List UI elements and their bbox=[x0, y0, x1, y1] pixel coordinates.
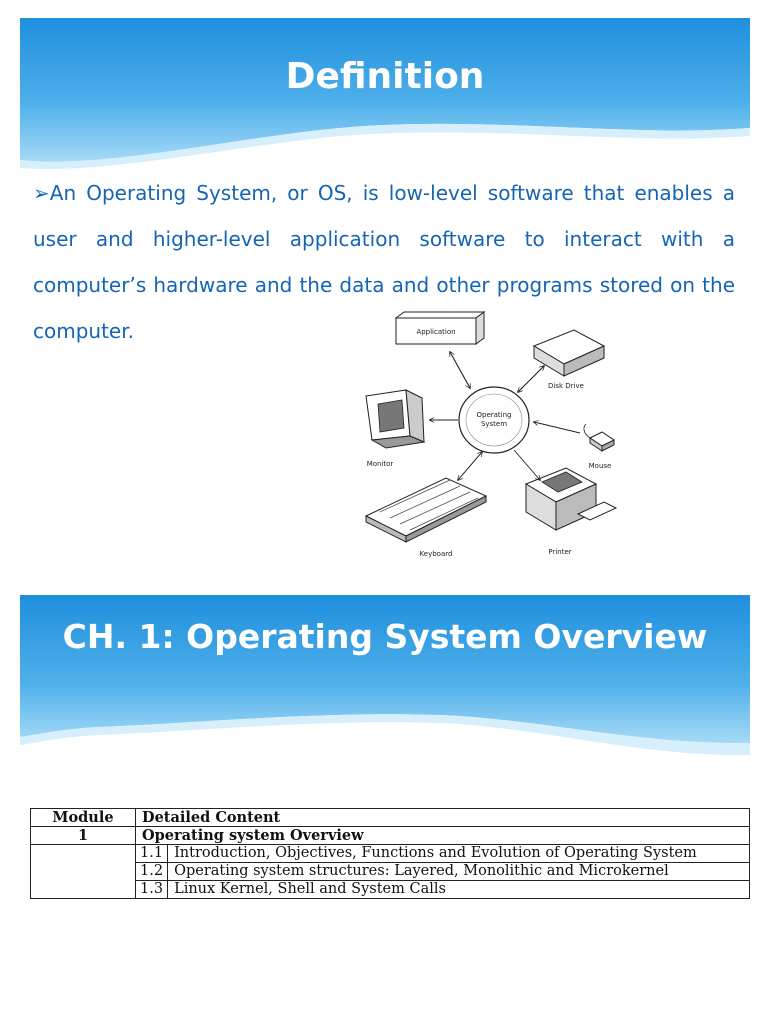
arrow-mouse-os bbox=[534, 422, 580, 433]
arrow-os-printer bbox=[514, 450, 540, 480]
os-label-line2: System bbox=[480, 420, 508, 428]
keyboard-node bbox=[366, 478, 486, 558]
module-spacer-cell bbox=[31, 845, 136, 899]
arrow-os-keyboard bbox=[458, 452, 482, 480]
table-row bbox=[31, 845, 750, 863]
printer-label: Printer bbox=[548, 548, 572, 556]
os-diagram bbox=[346, 308, 612, 558]
topic-text: Introduction, Objectives, Functions and Evolution of Operating System bbox=[168, 845, 750, 863]
table-row bbox=[31, 863, 750, 881]
arrow-os-application bbox=[450, 352, 470, 388]
monitor-node bbox=[366, 390, 424, 468]
monitor-label: Monitor bbox=[366, 460, 394, 468]
slide-definition bbox=[20, 18, 750, 573]
table-row bbox=[31, 881, 750, 899]
disk-drive-node bbox=[534, 330, 604, 390]
definition-text: An Operating System, or OS, is low-level software that enables a user and higher-level application software to interact with a computer’s hardware and the data and other programs stored on the computer. bbox=[33, 181, 735, 343]
slide-title: CH. 1: Operating System Overview bbox=[62, 617, 708, 656]
topic-text: Linux Kernel, Shell and System Calls bbox=[168, 881, 750, 899]
os-label-line1: Operating bbox=[476, 411, 512, 419]
table-header-row bbox=[31, 809, 750, 827]
topic-number: 1.1 bbox=[136, 845, 168, 863]
topic-number: 1.2 bbox=[136, 863, 168, 881]
mouse-label: Mouse bbox=[588, 462, 612, 470]
mouse-node bbox=[584, 424, 614, 470]
arrow-bullet-icon: ➢ bbox=[33, 181, 50, 205]
module-number: 1 bbox=[31, 827, 136, 845]
operating-system-node bbox=[459, 387, 529, 453]
application-label: Application bbox=[416, 328, 456, 336]
header-detailed-content: Detailed Content bbox=[136, 809, 750, 827]
topic-text: Operating system structures: Layered, Monolithic and Microkernel bbox=[168, 863, 750, 881]
header-module: Module bbox=[31, 809, 136, 827]
slide-chapter-overview bbox=[20, 595, 750, 985]
printer-node bbox=[526, 468, 616, 556]
title-banner bbox=[20, 18, 750, 188]
slide-title: Definition bbox=[285, 56, 485, 97]
keyboard-label: Keyboard bbox=[419, 550, 453, 558]
disk-drive-label: Disk Drive bbox=[548, 382, 584, 390]
module-row bbox=[31, 827, 750, 845]
arrow-os-disk bbox=[518, 366, 544, 392]
application-node bbox=[396, 312, 484, 344]
topic-number: 1.3 bbox=[136, 881, 168, 899]
syllabus-table bbox=[30, 808, 750, 899]
module-title: Operating system Overview bbox=[136, 827, 750, 845]
